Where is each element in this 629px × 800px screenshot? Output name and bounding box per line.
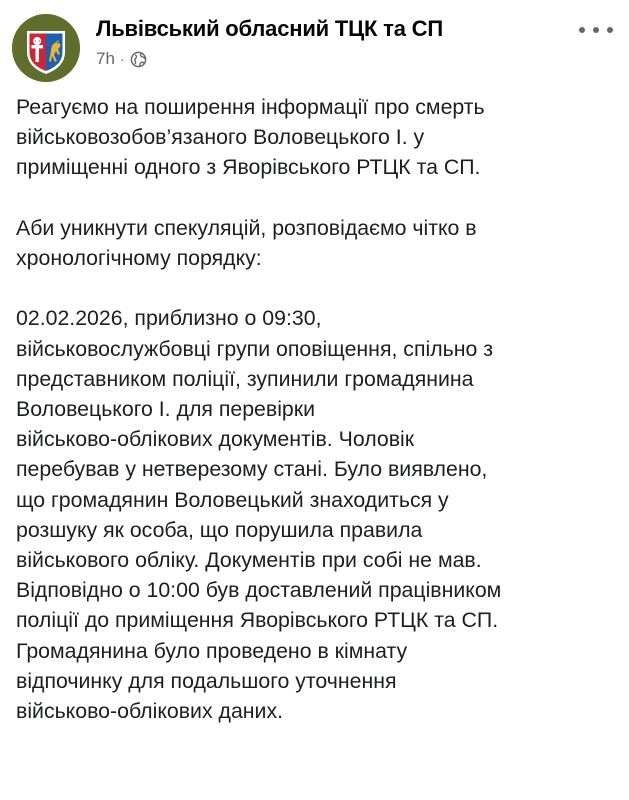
more-dots-icon	[607, 27, 613, 33]
meta-separator: ·	[119, 51, 125, 67]
post-line: військовослужбовці групи оповіщення, спільно з	[16, 336, 494, 361]
post-line: Відповідно о 10:00 був доставлений працівником	[16, 578, 502, 603]
post-paragraph	[16, 92, 616, 183]
post-paragraph	[16, 213, 616, 273]
post-line: військового обліку. Документів при собі не мав.	[16, 548, 482, 573]
more-options-button[interactable]	[579, 18, 613, 42]
post-line: Воловецького І. для перевірки	[16, 397, 315, 421]
post-line: військово-облікових даних.	[16, 699, 284, 724]
post-line: представником поліції, зупинили громадянина	[16, 366, 474, 391]
post-line: Реагуємо на поширення інформації про смерть	[16, 95, 485, 119]
post-line: Аби уникнути спекуляцій, розповідаємо чітко в	[16, 215, 477, 240]
post-line: хронологічному порядку:	[16, 246, 262, 270]
post-line: поліції до приміщення Яворівського РТЦК та СП.	[16, 608, 499, 633]
globe-icon[interactable]	[130, 51, 147, 68]
post-time[interactable]: 7h	[96, 49, 115, 68]
more-dots-icon	[593, 27, 599, 33]
post-line: перебував у нетверезому стані. Було виявлено,	[16, 457, 488, 482]
coat-of-arms-emblem-icon	[12, 14, 80, 82]
post-line: відпочинку для подальшого уточнення	[16, 668, 397, 693]
post-line: що громадянин Воловецький знаходиться у	[16, 487, 449, 512]
more-dots-icon	[579, 27, 585, 33]
post-line: приміщенні одного з Яворівського РТЦК та СП.	[16, 155, 481, 180]
post-paragraph	[16, 303, 616, 726]
post-line: розшуку як особа, що порушила правила	[16, 517, 423, 542]
post-line: військово-облікових документів. Чоловік	[16, 427, 415, 452]
page-name[interactable]: Львівський обласний ТЦК та СП	[96, 16, 443, 41]
post-meta	[96, 49, 147, 69]
post-text	[16, 92, 616, 756]
page-avatar[interactable]	[12, 14, 80, 82]
post-line: військовозобов’язаного Воловецького І. у	[16, 125, 425, 150]
post-header	[10, 6, 619, 82]
post-line: Громадянина було проведено в кімнату	[16, 638, 408, 663]
post-line: 02.02.2026, приблизно о 09:30,	[16, 306, 322, 331]
